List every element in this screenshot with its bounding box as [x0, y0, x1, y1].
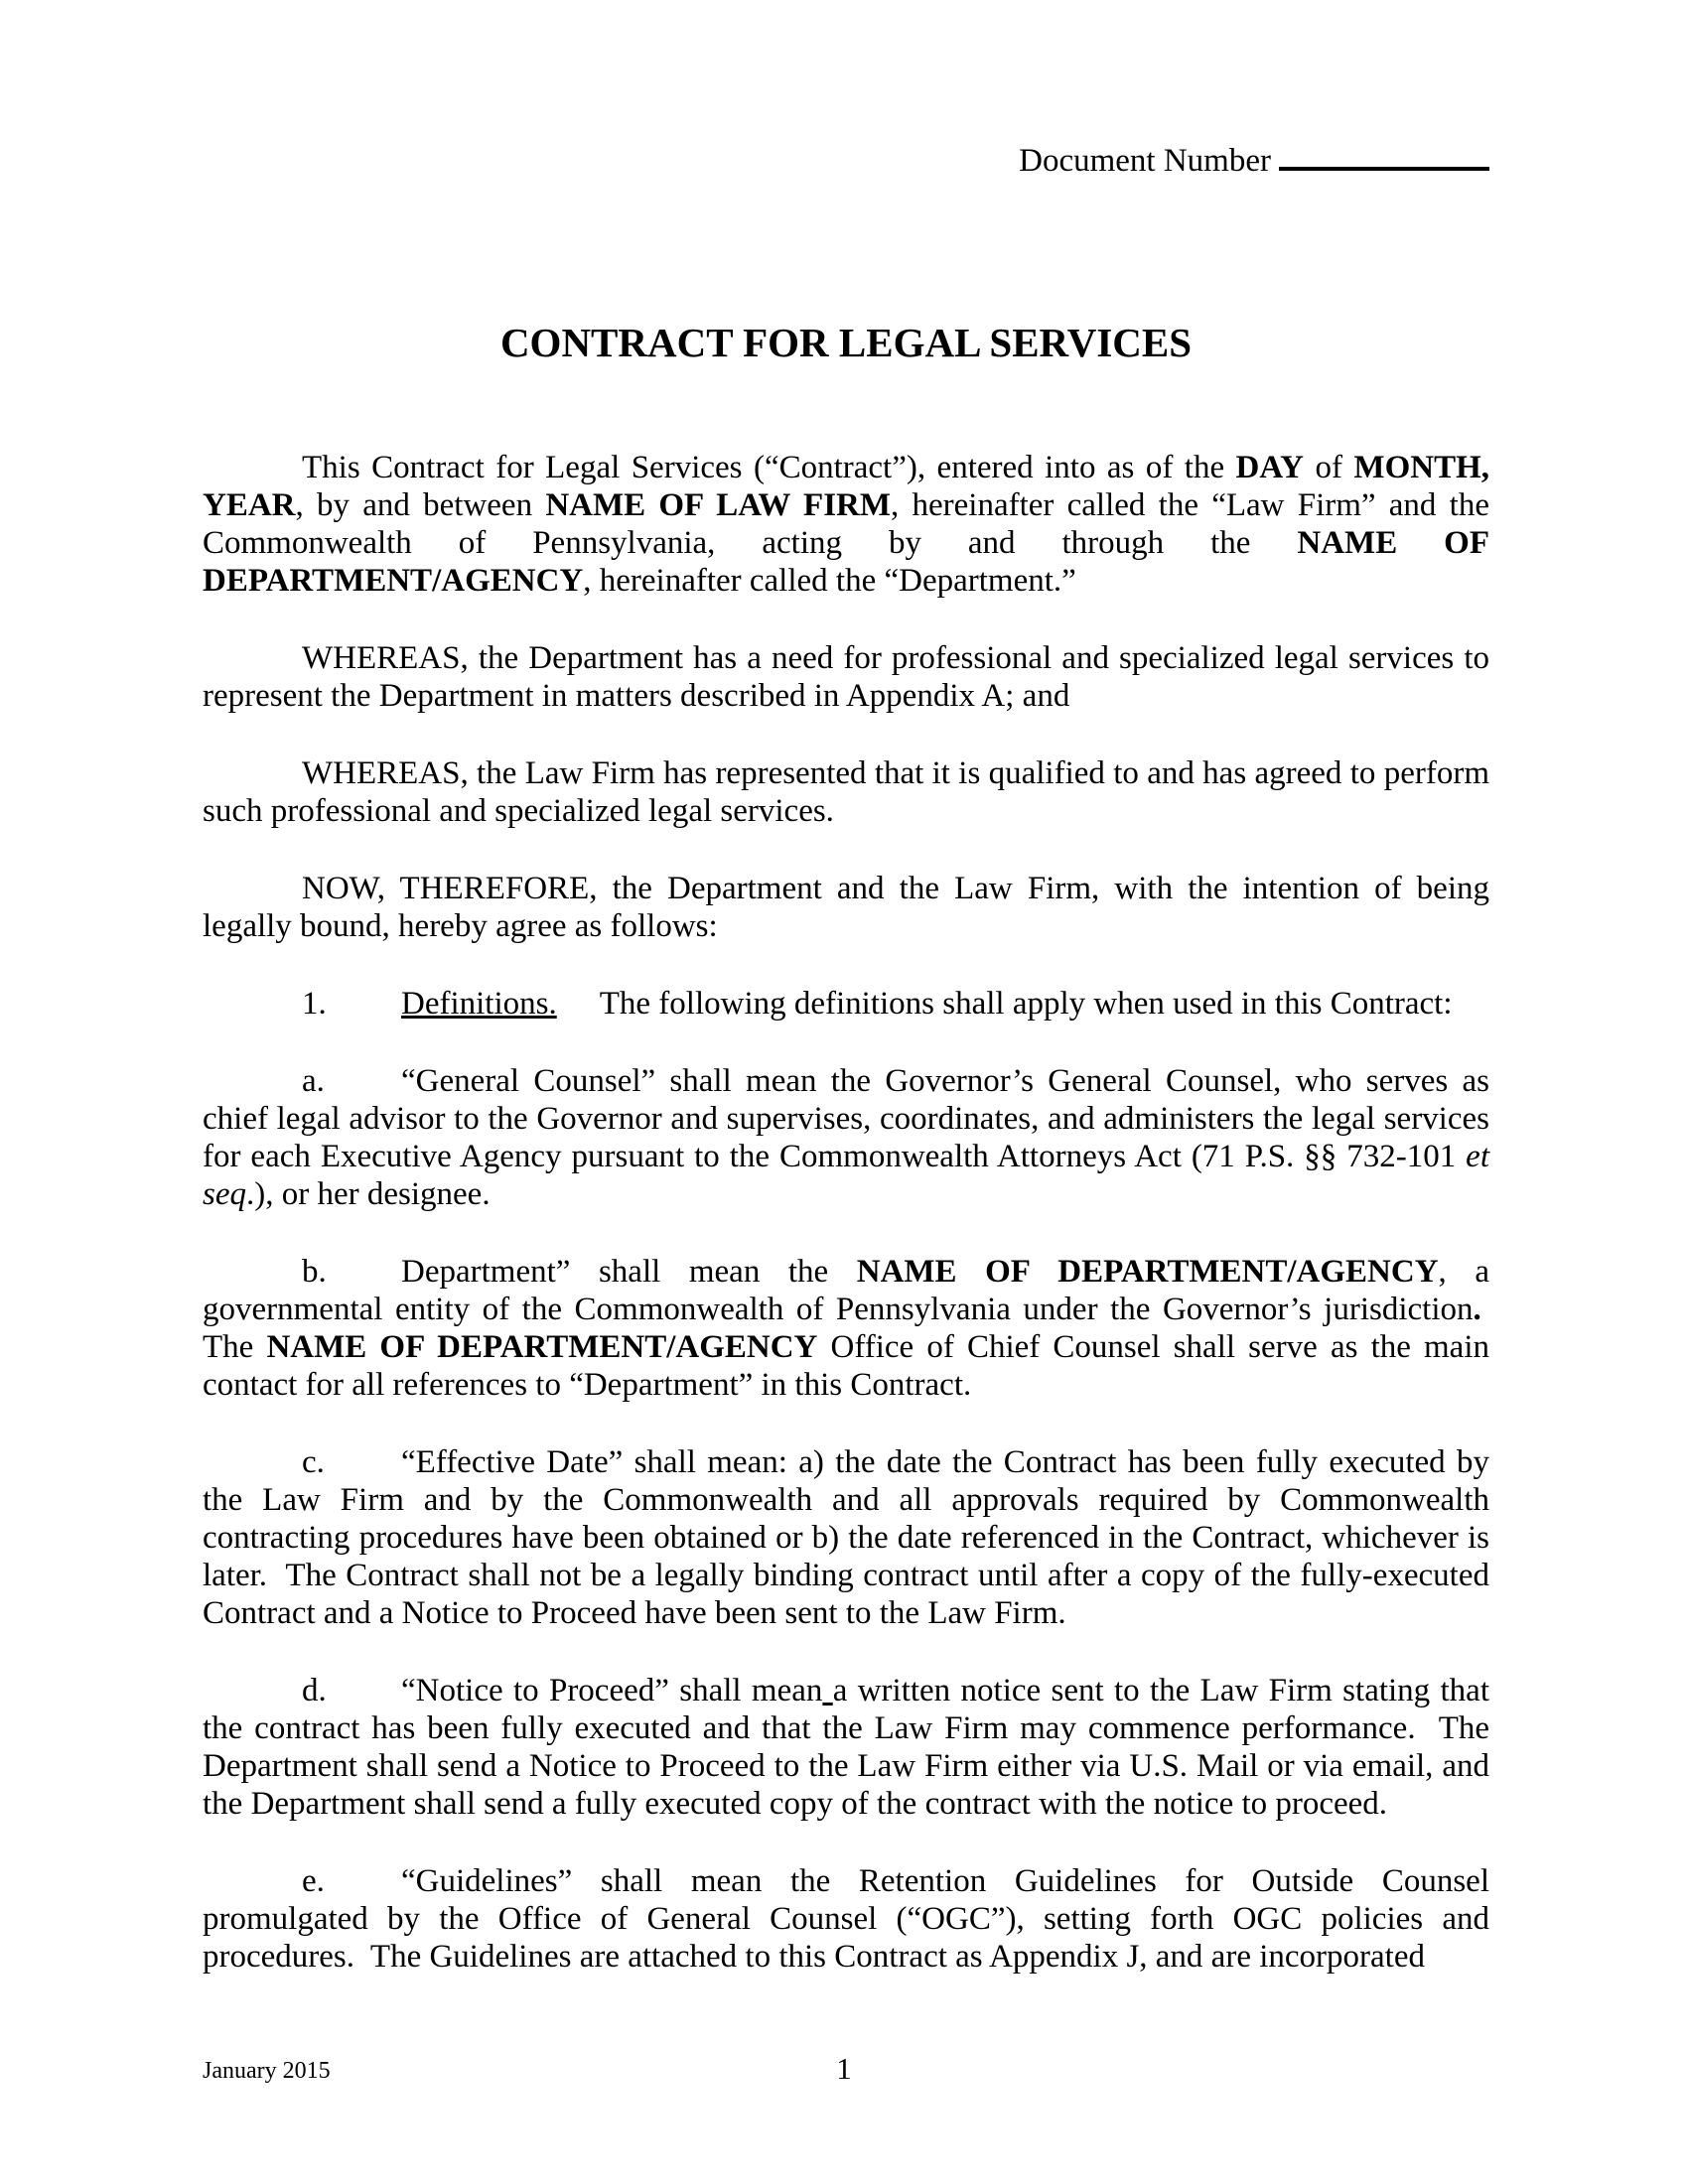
intro-paragraph: This Contract for Legal Services (“Contract”), entered into as of the DAY of MONTH, YEAR, by and between NAME OF LAW FIRM, hereinafter called the “Law Firm” and the Commonwealth of Pennsylvania, acting by and through the NAME OF DEPARTMENT/AGENCY, hereinafter called the “Department.” — [203, 450, 1489, 599]
document-number-label: Document Number — [1019, 143, 1271, 179]
document-body — [203, 449, 1489, 1976]
definitions-heading-label: 1. — [302, 986, 327, 1022]
definition-a-general-counsel: a. “General Counsel” shall mean the Governor’s General Counsel, who serves as chief legal advisor to the Governor and supervises, coordinates, and administers the legal services for each Executive Agency pursuant to the Commonwealth Attorneys Act (71 P.S. §§ 732-101 et seq.), or her designee. — [203, 1063, 1489, 1212]
definition-d-notice-to-proceed-label: d. — [302, 1673, 327, 1708]
page-title: CONTRACT FOR LEGAL SERVICES — [499, 320, 1193, 365]
definition-a-general-counsel-label: a. — [302, 1063, 325, 1099]
footer-page-number: 1 — [836, 2051, 852, 2086]
definition-d-notice-to-proceed: d. “Notice to Proceed” shall mean a written notice sent to the Law Firm stating that the contract has been fully executed and that the Law Firm may commence performance. The Department shall send a Notice to Proceed to the Law Firm either via U.S. Mail or via email, and the Department shall send a fully executed copy of the contract with the notice to proceed. — [203, 1673, 1489, 1822]
definition-b-department: b. Department” shall mean the NAME OF DEPARTMENT/AGENCY, a governmental entity of the Commonwealth of Pennsylvania under the Governor’s jurisdiction. The NAME OF DEPARTMENT/AGENCY Office of Chief Counsel shall serve as the main contact for all references to “Department” in this Contract. — [203, 1254, 1489, 1403]
definition-e-guidelines-label: e. — [302, 1863, 325, 1899]
definition-c-effective-date: c. “Effective Date” shall mean: a) the date the Contract has been fully executed by the Law Firm and by the Commonwealth and all approvals required by Commonwealth contracting procedures have been obtained or b) the date referenced in the Contract, whichever is later. The Contract shall not be a legally binding contract until after a copy of the fully-executed Contract and a Notice to Proceed have been sent to the Law Firm. — [203, 1444, 1489, 1631]
document-number-blank-field — [1279, 167, 1489, 171]
definition-e-guidelines: e. “Guidelines” shall mean the Retention Guidelines for Outside Counsel promulgated by the Office of General Counsel (“OGC”), setting forth OGC policies and procedures. The Guidelines are attached to this Contract as Appendix J, and are incorporated — [203, 1863, 1489, 1975]
definitions-heading: 1. Definitions. The following definitions shall apply when used in this Contract: — [302, 986, 1453, 1022]
whereas-clause-1: WHEREAS, the Department has a need for professional and specialized legal services to represent the Department in matters described in Appendix A; and — [203, 640, 1489, 714]
footer-revision-date: January 2015 — [203, 2058, 331, 2084]
definition-c-effective-date-label: c. — [302, 1444, 325, 1480]
now-therefore-clause: NOW, THEREFORE, the Department and the Law Firm, with the intention of being legally bound, hereby agree as follows: — [203, 871, 1489, 944]
document-number-row — [203, 142, 1489, 180]
whereas-clause-2: WHEREAS, the Law Firm has represented that it is qualified to and has agreed to perform such professional and specialized legal services. — [203, 755, 1489, 829]
definition-b-department-label: b. — [302, 1254, 327, 1290]
